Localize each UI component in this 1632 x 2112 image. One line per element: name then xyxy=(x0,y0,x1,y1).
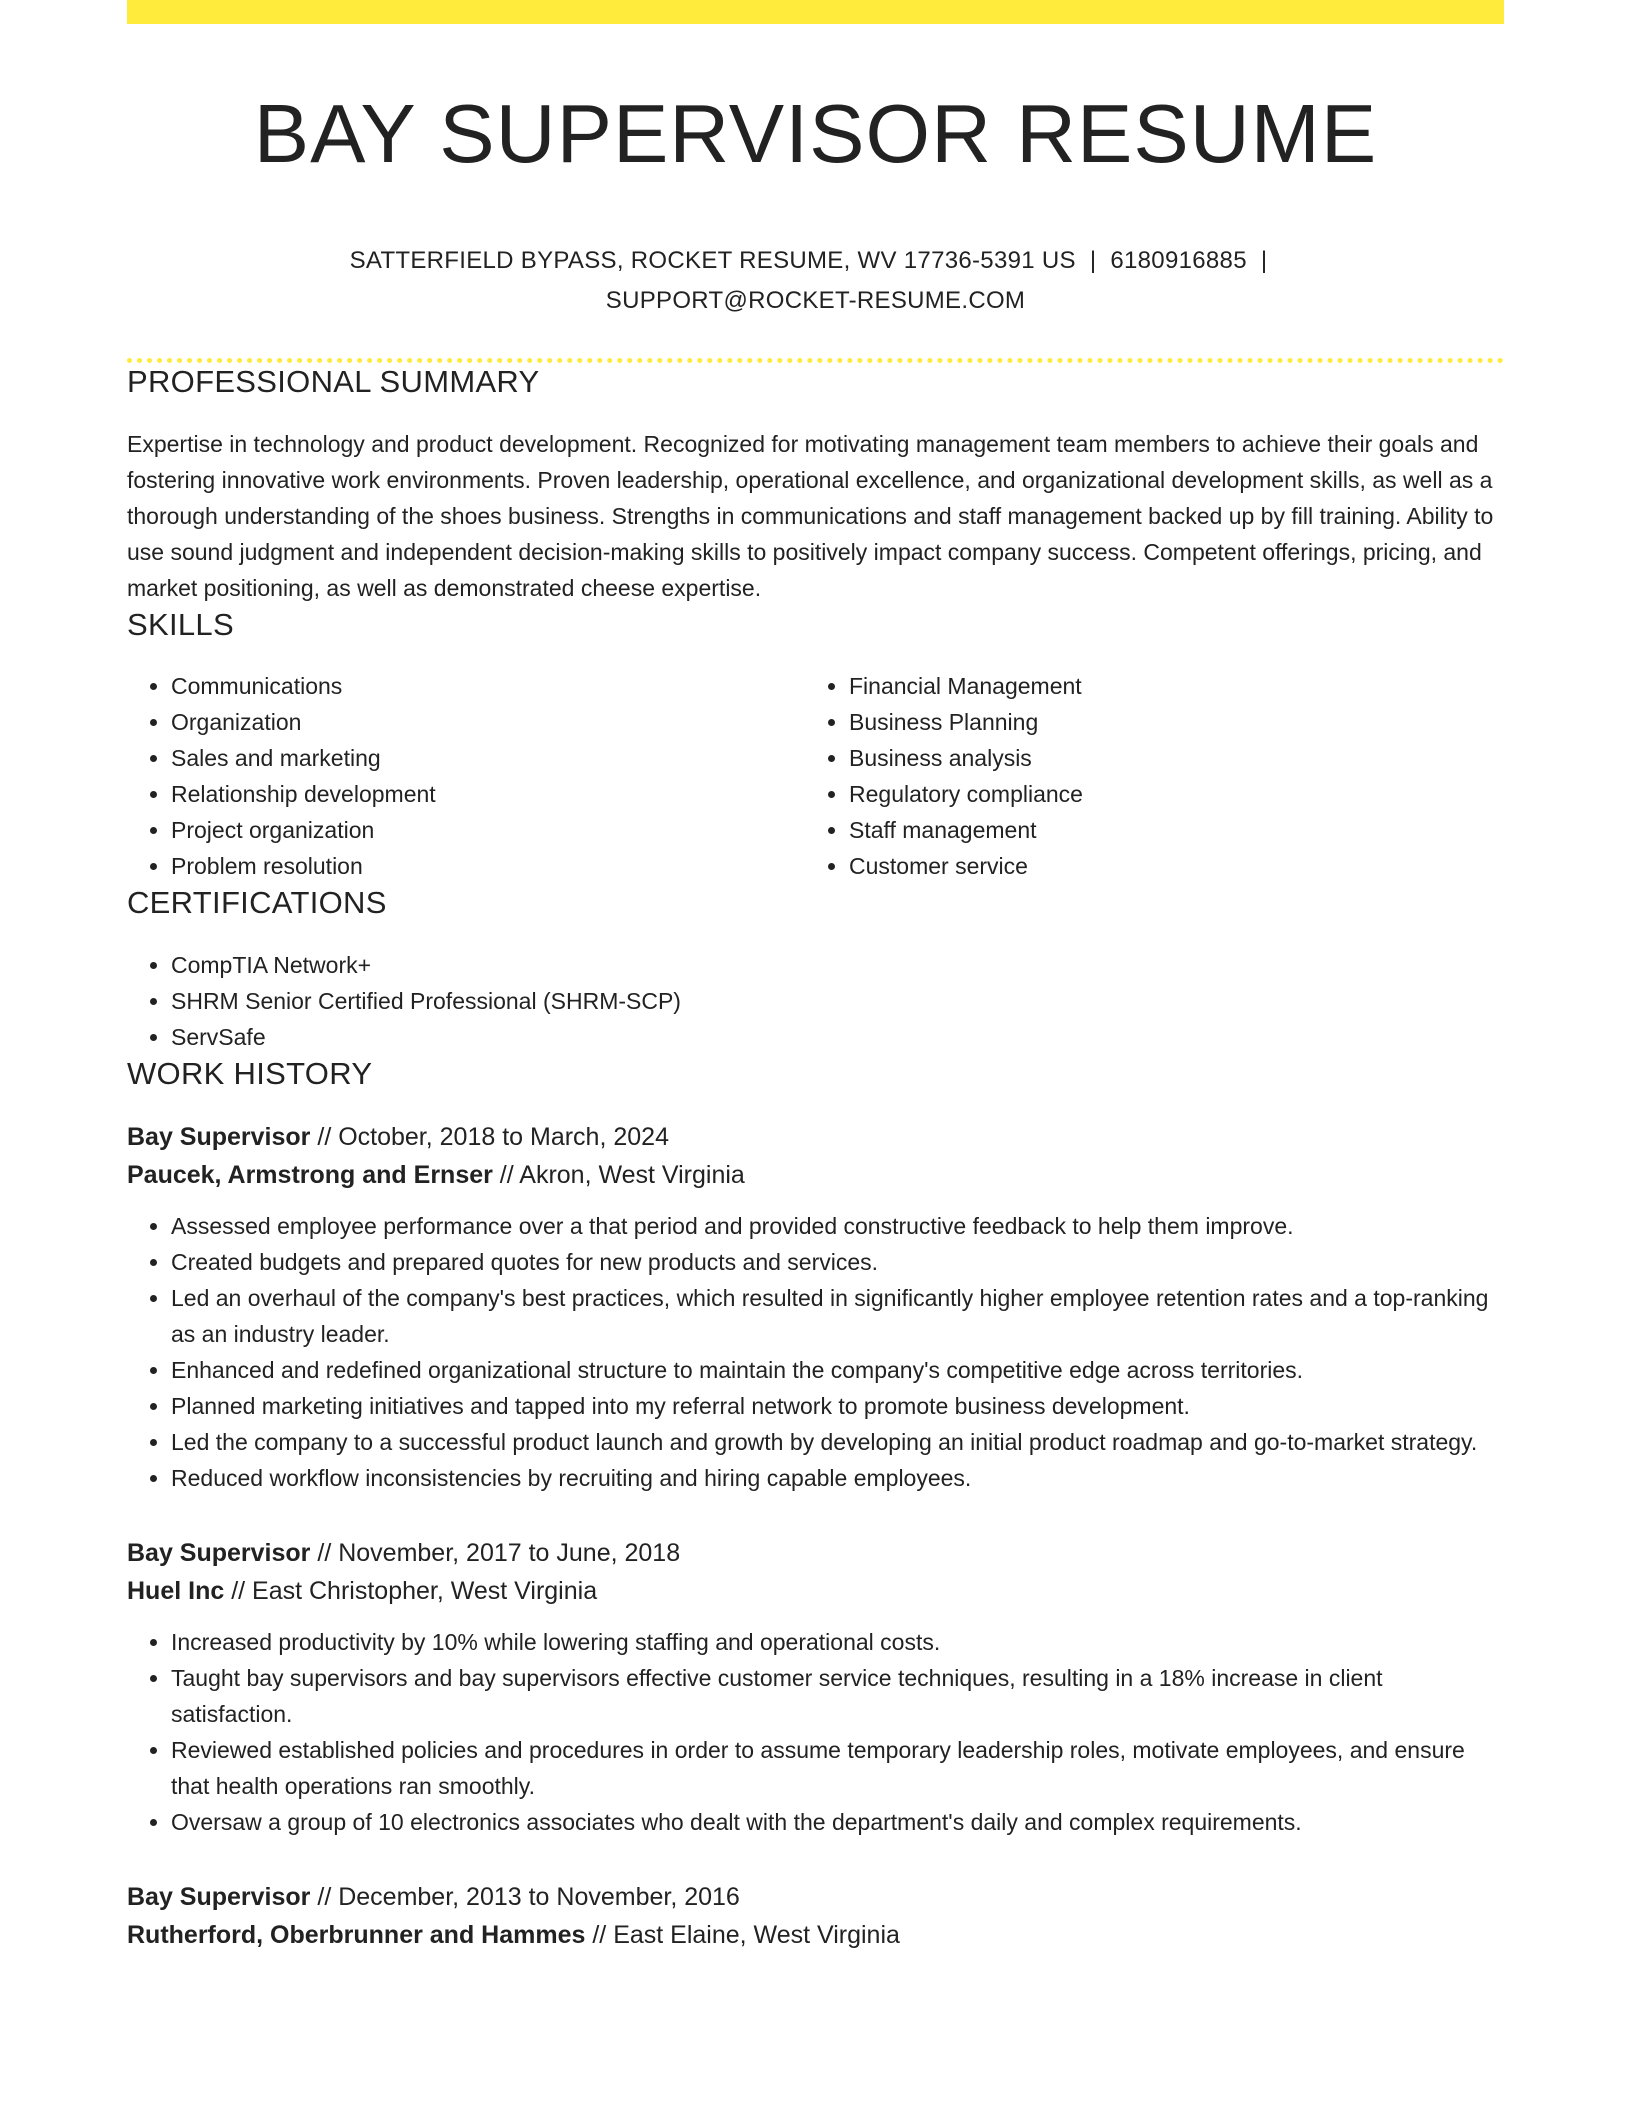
job-bullet: • Led the company to a successful product launch and growth by developing an initial product roadmap and go-to-market strategy. xyxy=(171,1424,1504,1460)
job-bullet: • Reviewed established policies and procedures in order to assume temporary leadership roles, motivate employees, and ensure that health operations ran smoothly. xyxy=(171,1732,1504,1804)
contact-phone: 6180916885 xyxy=(1110,247,1247,275)
job-company: Huel Inc xyxy=(127,1577,225,1606)
contact-address: SATTERFIELD BYPASS, ROCKET RESUME, WV 17736-5391 US xyxy=(349,247,1076,275)
skill-item: • Communications xyxy=(171,668,805,704)
certification-item: • ServSafe xyxy=(171,1019,1504,1055)
skill-item: • Financial Management xyxy=(849,668,1483,704)
skill-item: • Relationship development xyxy=(171,776,805,812)
job-title-line xyxy=(127,1534,1504,1572)
job-company-line xyxy=(127,1156,1504,1194)
job-dates: // November, 2017 to June, 2018 xyxy=(310,1539,681,1568)
job-bullet: • Created budgets and prepared quotes for new products and services. xyxy=(171,1244,1504,1280)
job-bullet: • Oversaw a group of 10 electronics associates who dealt with the department's daily and complex requirements. xyxy=(171,1804,1504,1840)
job-location: // East Christopher, West Virginia xyxy=(224,1577,598,1606)
job-title-line xyxy=(127,1118,1504,1156)
job-bullet: • Reduced workflow inconsistencies by recruiting and hiring capable employees. xyxy=(171,1460,1504,1496)
job-dates: // December, 2013 to November, 2016 xyxy=(310,1883,740,1912)
job-location: // East Elaine, West Virginia xyxy=(585,1921,900,1950)
contact-separator: | xyxy=(1260,247,1268,275)
skill-item: • Organization xyxy=(171,704,805,740)
skill-item: • Sales and marketing xyxy=(171,740,805,776)
job-bullet: • Enhanced and redefined organizational structure to maintain the company's competitive edge across territories. xyxy=(171,1352,1504,1388)
skill-item: • Business analysis xyxy=(849,740,1483,776)
work-history-heading: WORK HISTORY xyxy=(127,1056,373,1091)
job-role: Bay Supervisor xyxy=(127,1539,311,1568)
job-entry xyxy=(127,1878,1504,1954)
skill-item: • Business Planning xyxy=(849,704,1483,740)
job-dates: // October, 2018 to March, 2024 xyxy=(310,1123,669,1152)
skill-item: • Staff management xyxy=(849,812,1483,848)
skill-item: • Customer service xyxy=(849,848,1483,884)
job-bullet-list xyxy=(127,1208,1504,1496)
certification-item: • SHRM Senior Certified Professional (SHRM-SCP) xyxy=(171,983,1504,1019)
job-company: Rutherford, Oberbrunner and Hammes xyxy=(127,1921,586,1950)
contact-line xyxy=(316,241,1316,321)
summary-text: Expertise in technology and product development. Recognized for motivating management team members to achieve their goals and fostering innovative work environments. Proven leadership, operational excellence, and organizational development skills, as well as a thorough understanding of the shoes business. Strengths in communications and staff management backed up by fill training. Ability to use sound judgment and independent decision-making skills to positively impact company success. Competent offerings, pricing, and market positioning, as well as demonstrated cheese expertise. xyxy=(127,430,1494,601)
skill-item: • Problem resolution xyxy=(171,848,805,884)
resume-page xyxy=(127,0,1504,1954)
resume-title: BAY SUPERVISOR RESUME xyxy=(253,87,1378,180)
job-entry xyxy=(127,1534,1504,1840)
skills-heading: SKILLS xyxy=(127,606,234,642)
job-bullet: • Taught bay supervisors and bay supervisors effective customer service techniques, resulting in a 18% increase in client satisfaction. xyxy=(171,1660,1504,1732)
work-history-list xyxy=(127,1118,1504,1954)
job-bullet: • Assessed employee performance over a that period and provided constructive feedback to help them improve. xyxy=(171,1208,1504,1244)
job-role: Bay Supervisor xyxy=(127,1123,311,1152)
certifications-heading: CERTIFICATIONS xyxy=(127,884,387,920)
job-role: Bay Supervisor xyxy=(127,1883,311,1912)
job-company-line xyxy=(127,1572,1504,1610)
job-entry xyxy=(127,1118,1504,1496)
job-location: // Akron, West Virginia xyxy=(492,1161,745,1190)
skills-left-list xyxy=(127,668,805,884)
job-bullet: • Led an overhaul of the company's best practices, which resulted in significantly higher employee retention rates and a top-ranking as an industry leader. xyxy=(171,1280,1504,1352)
job-company-line xyxy=(127,1916,1504,1954)
certification-item: • CompTIA Network+ xyxy=(171,947,1504,983)
skill-item: • Project organization xyxy=(171,812,805,848)
contact-email[interactable]: SUPPORT@ROCKET-RESUME.COM xyxy=(605,287,1026,315)
skill-item: • Regulatory compliance xyxy=(849,776,1483,812)
summary-heading: PROFESSIONAL SUMMARY xyxy=(127,364,540,400)
job-title-line xyxy=(127,1878,1504,1916)
skills-grid xyxy=(127,668,1504,884)
contact-separator: | xyxy=(1089,247,1097,275)
job-bullet: • Increased productivity by 10% while lowering staffing and operational costs. xyxy=(171,1624,1504,1660)
job-bullet: • Planned marketing initiatives and tapped into my referral network to promote business development. xyxy=(171,1388,1504,1424)
job-bullet-list xyxy=(127,1624,1504,1840)
certifications-list xyxy=(127,947,1504,1055)
top-accent-bar xyxy=(127,0,1504,24)
skills-right-list xyxy=(805,668,1483,884)
job-company: Paucek, Armstrong and Ernser xyxy=(127,1161,493,1190)
